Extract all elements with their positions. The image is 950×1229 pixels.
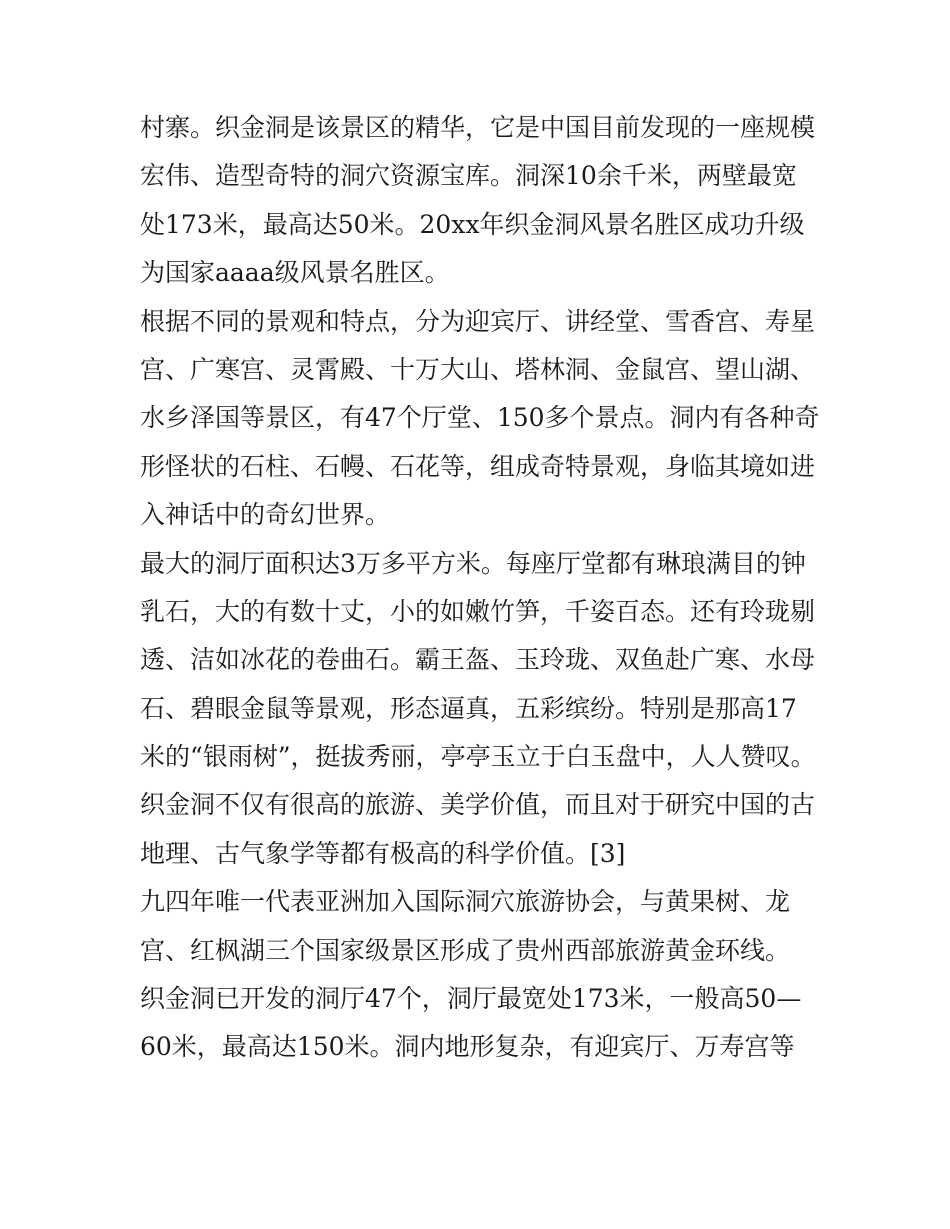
text-line: 60米，最高达150米。洞内地形复杂，有迎宾厅、万寿宫等 <box>140 1032 795 1062</box>
text-line: 为国家aaaa级风景名胜区。 <box>140 258 450 288</box>
text-line: 宫、广寒宫、灵霄殿、十万大山、塔林洞、金鼠宫、望山湖、 <box>140 354 816 384</box>
text-line: 宫、红枫湖三个国家级景区形成了贵州西部旅游黄金环线。 <box>140 935 791 965</box>
text-line: 形怪状的石柱、石幔、石花等，组成奇特景观，身临其境如进 <box>140 451 816 481</box>
body-text <box>140 104 820 1072</box>
text-line: 宏伟、造型奇特的洞穴资源宝库。洞深10余千米，两壁最宽 <box>140 161 797 191</box>
text-line: 织金洞已开发的洞厅47个，洞厅最宽处173米，一般高50— <box>140 984 802 1014</box>
text-line: 石、碧眼金鼠等景观，形态逼真，五彩缤纷。特别是那高17 <box>140 693 797 723</box>
text-line: 米的“银雨树”，挺拔秀丽，亭亭玉立于白玉盘中，人人赞叹。 <box>140 742 816 772</box>
text-line: 地理、古气象学等都有极高的科学价值。[3] <box>140 838 626 868</box>
text-line: 村寨。织金洞是该景区的精华，它是中国目前发现的一座规模 <box>140 113 816 142</box>
text-line: 处173米，最高达50米。20xx年织金洞风景名胜区成功升级 <box>140 209 805 239</box>
text-line: 入神话中的奇幻世界。 <box>140 500 391 530</box>
text-line: 水乡泽国等景区，有47个厅堂、150多个景点。洞内有各种奇 <box>140 403 820 433</box>
text-line: 最大的洞厅面积达3万多平方米。每座厅堂都有琳琅满目的钟 <box>140 548 806 578</box>
text-line: 九四年唯一代表亚洲加入国际洞穴旅游协会，与黄果树、龙 <box>140 887 791 917</box>
text-line: 织金洞不仅有很高的旅游、美学价值，而且对于研究中国的古 <box>140 790 816 820</box>
text-line: 乳石，大的有数十丈，小的如嫩竹笋，千姿百态。还有玲珑剔 <box>140 596 816 626</box>
text-line: 根据不同的景观和特点，分为迎宾厅、讲经堂、雪香宫、寿星 <box>140 306 816 336</box>
text-line: 透、洁如冰花的卷曲石。霸王盔、玉玲珑、双鱼赴广寒、水母 <box>140 645 816 675</box>
